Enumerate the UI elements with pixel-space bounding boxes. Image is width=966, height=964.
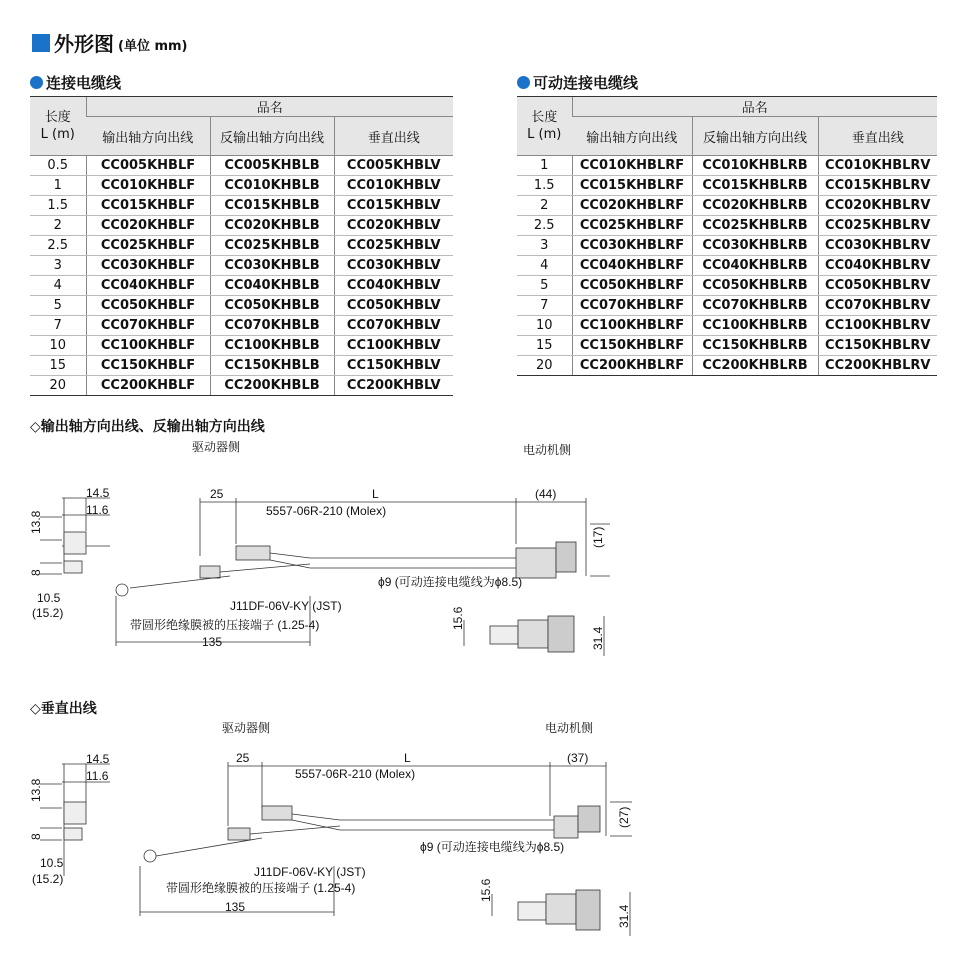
table-row <box>30 356 453 376</box>
length-cell: 1 <box>30 176 86 196</box>
drawing1-svg <box>0 436 966 656</box>
product-code-cell: CC025KHBLRF <box>572 216 692 236</box>
product-code-cell: CC200KHBLRB <box>692 356 818 376</box>
product-code-cell: CC030KHBLRF <box>572 236 692 256</box>
table-row <box>30 376 453 396</box>
length-cell: 15 <box>30 356 86 376</box>
length-cell: 7 <box>517 296 572 316</box>
product-code-cell: CC020KHBLRF <box>572 196 692 216</box>
dim-8: 8 <box>29 833 43 840</box>
product-code-cell: CC050KHBLRV <box>818 276 937 296</box>
table-row <box>517 256 937 276</box>
product-code-cell: CC030KHBLB <box>210 256 334 276</box>
length-cell: 0.5 <box>30 156 86 176</box>
product-code-cell: CC010KHBLB <box>210 176 334 196</box>
product-code-cell: CC070KHBLB <box>210 316 334 336</box>
product-code-cell: CC020KHBLRV <box>818 196 937 216</box>
motor-side-label: 电动机侧 <box>545 721 594 735</box>
length-cell: 3 <box>517 236 572 256</box>
driver-side-label: 驱动器侧 <box>222 721 271 735</box>
length-cell: 3 <box>30 256 86 276</box>
dim-31-4: 31.4 <box>591 626 605 650</box>
product-code-cell: CC015KHBLF <box>86 196 210 216</box>
length-cell: 15 <box>517 336 572 356</box>
product-code-cell: CC040KHBLB <box>210 276 334 296</box>
product-code-cell: CC040KHBLRB <box>692 256 818 276</box>
product-code-cell: CC040KHBLRF <box>572 256 692 276</box>
fixed-cable-table <box>30 96 453 396</box>
dim-27: (27) <box>617 806 631 828</box>
dim-25: 25 <box>236 751 250 765</box>
table-row <box>30 316 453 336</box>
product-code-cell: CC070KHBLRV <box>818 296 937 316</box>
table-row <box>517 176 937 196</box>
product-code-cell: CC100KHBLRB <box>692 316 818 336</box>
product-code-cell: CC020KHBLRB <box>692 196 818 216</box>
product-code-cell: CC100KHBLRF <box>572 316 692 336</box>
terminal-label: 带圆形绝缘膜被的压接端子 (1.25-4) <box>130 618 320 632</box>
product-code-cell: CC040KHBLF <box>86 276 210 296</box>
col-header-vertical: 垂直出线 <box>818 117 937 156</box>
dim-10-5: 10.5 <box>37 591 61 605</box>
connector-label: 5557-06R-210 (Molex) <box>266 504 387 518</box>
product-code-cell: CC200KHBLV <box>334 376 453 396</box>
dim-L: L <box>404 751 411 765</box>
product-code-cell: CC020KHBLB <box>210 216 334 236</box>
product-code-cell: CC025KHBLRB <box>692 216 818 236</box>
product-code-cell: CC070KHBLV <box>334 316 453 336</box>
dim-15-2: (15.2) <box>32 872 64 886</box>
table-row <box>30 276 453 296</box>
product-code-cell: CC030KHBLRB <box>692 236 818 256</box>
product-code-cell: CC070KHBLF <box>86 316 210 336</box>
product-code-cell: CC040KHBLRV <box>818 256 937 276</box>
product-code-cell: CC020KHBLF <box>86 216 210 236</box>
table-row <box>517 196 937 216</box>
length-cell: 1.5 <box>517 176 572 196</box>
product-code-cell: CC025KHBLRV <box>818 216 937 236</box>
col-header-counter-output-shaft: 反输出轴方向出线 <box>692 117 818 156</box>
product-code-cell: CC030KHBLF <box>86 256 210 276</box>
product-code-cell: CC010KHBLRF <box>572 156 692 176</box>
table-row <box>30 256 453 276</box>
dim-11-6: 11.6 <box>86 503 109 517</box>
dim-L: L <box>372 487 379 501</box>
section-dot-icon <box>517 76 530 89</box>
product-code-cell: CC200KHBLF <box>86 376 210 396</box>
dim-15-6: 15.6 <box>479 878 493 902</box>
length-header: 长度 L (m) <box>517 97 572 156</box>
dim-13-8: 13.8 <box>29 778 43 802</box>
table-row <box>30 176 453 196</box>
table-row <box>30 236 453 256</box>
product-code-cell: CC005KHBLV <box>334 156 453 176</box>
product-code-cell: CC010KHBLV <box>334 176 453 196</box>
dim-13-8: 13.8 <box>29 510 43 534</box>
product-code-cell: CC150KHBLV <box>334 356 453 376</box>
title-unit: (单位 mm) <box>118 39 188 54</box>
product-code-cell: CC150KHBLRB <box>692 336 818 356</box>
drawing2-heading: ◇垂直出线 <box>30 701 97 717</box>
product-code-cell: CC050KHBLF <box>86 296 210 316</box>
connector-label: 5557-06R-210 (Molex) <box>295 767 416 781</box>
product-code-cell: CC015KHBLRV <box>818 176 937 196</box>
length-cell: 2.5 <box>517 216 572 236</box>
dim-8: 8 <box>29 569 43 576</box>
title-text: 外形图 <box>54 32 114 56</box>
col-header-output-shaft: 输出轴方向出线 <box>86 117 210 156</box>
col-header-output-shaft: 输出轴方向出线 <box>572 117 692 156</box>
product-name-header: 品名 <box>572 97 937 117</box>
table-row <box>30 196 453 216</box>
length-cell: 10 <box>517 316 572 336</box>
dim-37: (37) <box>567 751 589 765</box>
cable-label: ϕ9 (可动连接电缆线为ϕ8.5) <box>420 840 565 854</box>
product-code-cell: CC015KHBLRB <box>692 176 818 196</box>
product-code-cell: CC030KHBLV <box>334 256 453 276</box>
section-flex-cable <box>517 72 638 93</box>
page-title <box>32 28 188 57</box>
length-cell: 20 <box>517 356 572 376</box>
section-fixed-label: 连接电缆线 <box>46 74 122 92</box>
dim-135: 135 <box>225 900 246 914</box>
table-row <box>517 276 937 296</box>
product-code-cell: CC070KHBLRF <box>572 296 692 316</box>
dim-14-5: 14.5 <box>86 486 110 500</box>
length-cell: 2 <box>517 196 572 216</box>
title-square-icon <box>32 34 50 52</box>
product-code-cell: CC070KHBLRB <box>692 296 818 316</box>
product-code-cell: CC050KHBLRB <box>692 276 818 296</box>
dim-31-4: 31.4 <box>617 904 631 928</box>
length-cell: 5 <box>30 296 86 316</box>
col-header-counter-output-shaft: 反输出轴方向出线 <box>210 117 334 156</box>
product-name-header: 品名 <box>86 97 453 117</box>
dim-10-5: 10.5 <box>40 856 64 870</box>
section-fixed-cable <box>30 72 121 93</box>
driver-side-label: 驱动器侧 <box>192 440 241 454</box>
product-code-cell: CC150KHBLRF <box>572 336 692 356</box>
product-code-cell: CC015KHBLB <box>210 196 334 216</box>
product-code-cell: CC050KHBLV <box>334 296 453 316</box>
length-cell: 4 <box>517 256 572 276</box>
length-cell: 20 <box>30 376 86 396</box>
dim-17: (17) <box>591 526 605 548</box>
product-code-cell: CC010KHBLRV <box>818 156 937 176</box>
product-code-cell: CC100KHBLF <box>86 336 210 356</box>
length-cell: 2.5 <box>30 236 86 256</box>
length-cell: 7 <box>30 316 86 336</box>
col-header-vertical: 垂直出线 <box>334 117 453 156</box>
drawing2-svg <box>0 716 966 946</box>
table-row <box>517 216 937 236</box>
product-code-cell: CC010KHBLRB <box>692 156 818 176</box>
length-cell: 10 <box>30 336 86 356</box>
product-code-cell: CC100KHBLRV <box>818 316 937 336</box>
drawing1-heading: ◇输出轴方向出线、反输出轴方向出线 <box>30 419 265 435</box>
product-code-cell: CC050KHBLRF <box>572 276 692 296</box>
product-code-cell: CC200KHBLB <box>210 376 334 396</box>
table-row <box>517 336 937 356</box>
product-code-cell: CC100KHBLB <box>210 336 334 356</box>
product-code-cell: CC040KHBLV <box>334 276 453 296</box>
length-cell: 4 <box>30 276 86 296</box>
table-row <box>517 356 937 376</box>
length-header: 长度 L (m) <box>30 97 86 156</box>
product-code-cell: CC200KHBLRV <box>818 356 937 376</box>
dim-25: 25 <box>210 487 224 501</box>
table-row <box>30 296 453 316</box>
table-row <box>30 216 453 236</box>
table-row <box>517 316 937 336</box>
length-cell: 1 <box>517 156 572 176</box>
product-code-cell: CC005KHBLF <box>86 156 210 176</box>
product-code-cell: CC015KHBLRF <box>572 176 692 196</box>
product-code-cell: CC020KHBLV <box>334 216 453 236</box>
product-code-cell: CC005KHBLB <box>210 156 334 176</box>
dim-135: 135 <box>202 635 223 649</box>
product-code-cell: CC030KHBLRV <box>818 236 937 256</box>
section-flex-label: 可动连接电缆线 <box>533 74 639 92</box>
product-code-cell: CC025KHBLV <box>334 236 453 256</box>
table-row <box>517 296 937 316</box>
table-row <box>517 156 937 176</box>
product-code-cell: CC050KHBLB <box>210 296 334 316</box>
table-row <box>30 156 453 176</box>
length-cell: 2 <box>30 216 86 236</box>
section-dot-icon <box>30 76 43 89</box>
motor-side-label: 电动机侧 <box>523 443 572 457</box>
table-row <box>30 336 453 356</box>
length-cell: 5 <box>517 276 572 296</box>
dim-14-5: 14.5 <box>86 752 110 766</box>
table-row <box>517 236 937 256</box>
product-code-cell: CC100KHBLV <box>334 336 453 356</box>
connector2-label: J11DF-06V-KY (JST) <box>230 599 342 613</box>
product-code-cell: CC150KHBLB <box>210 356 334 376</box>
product-code-cell: CC025KHBLB <box>210 236 334 256</box>
cable-label: ϕ9 (可动连接电缆线为ϕ8.5) <box>378 575 523 589</box>
product-code-cell: CC150KHBLRV <box>818 336 937 356</box>
product-code-cell: CC025KHBLF <box>86 236 210 256</box>
product-code-cell: CC200KHBLRF <box>572 356 692 376</box>
length-cell: 1.5 <box>30 196 86 216</box>
flex-cable-table <box>517 96 937 376</box>
dim-44: (44) <box>535 487 557 501</box>
terminal-label: 带圆形绝缘膜被的压接端子 (1.25-4) <box>166 881 356 895</box>
product-code-cell: CC010KHBLF <box>86 176 210 196</box>
product-code-cell: CC150KHBLF <box>86 356 210 376</box>
product-code-cell: CC015KHBLV <box>334 196 453 216</box>
dim-11-6: 11.6 <box>86 769 109 783</box>
dim-15-6: 15.6 <box>451 606 465 630</box>
connector2-label: J11DF-06V-KY (JST) <box>254 865 366 879</box>
dim-15-2: (15.2) <box>32 606 64 620</box>
